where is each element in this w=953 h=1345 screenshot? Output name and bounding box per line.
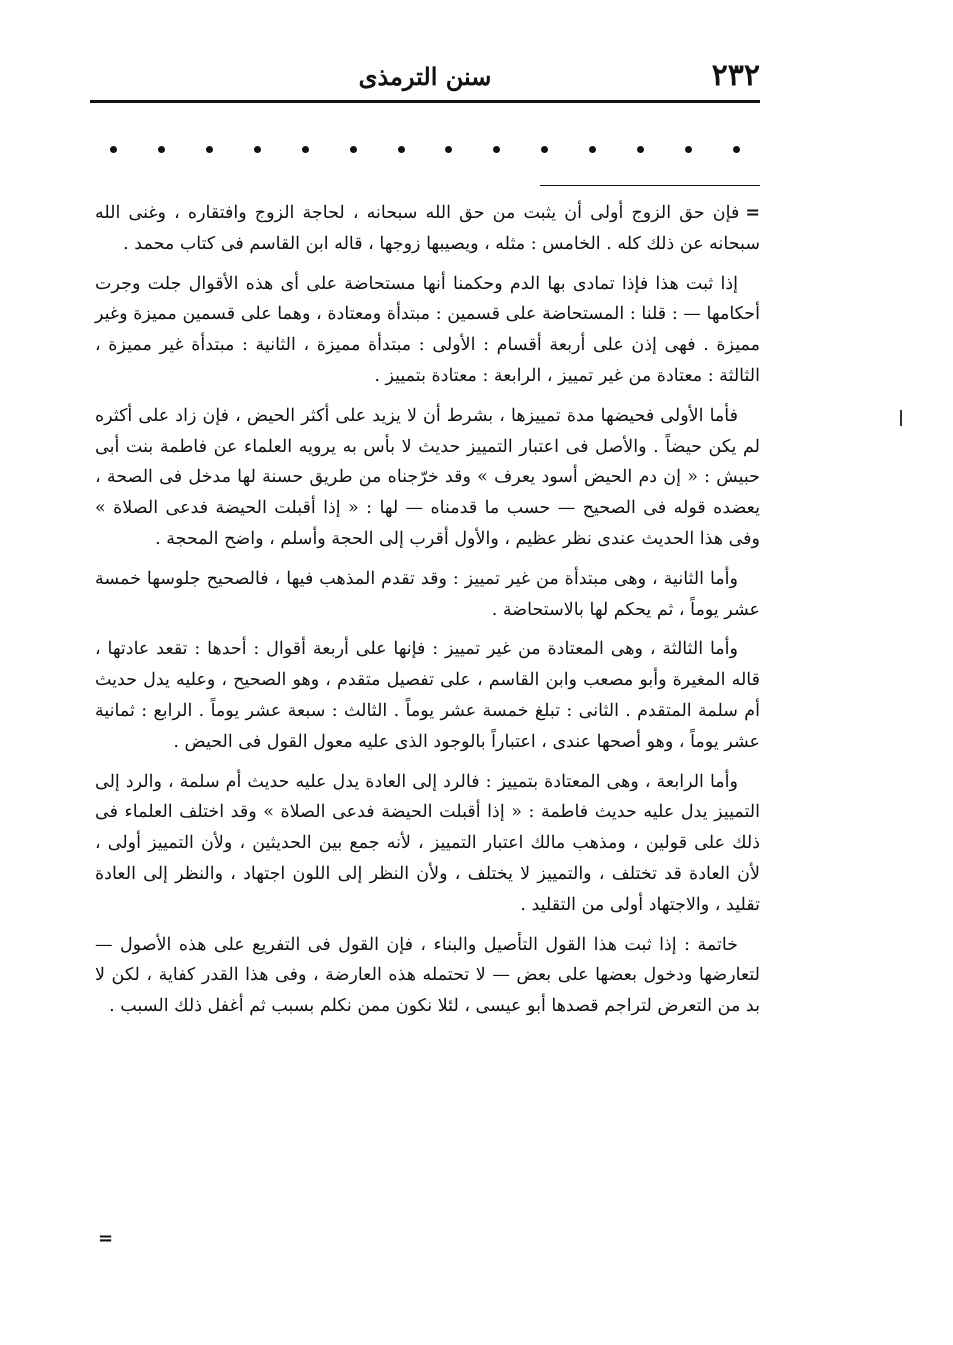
paragraph-7: خاتمة : إذا ثبت هذا القول التأصيل والبناء ، فإن القول فى التفريع على هذه الأصول — لتعارضها ودخول بعضها على بعض — لا تحتمله هذه العارضة ، وفى هذا القدر كفاية ، لكن لا بد من التعرض لتراجم قصدها أبو عيسى ، لئلا نكون ممن نكلم بسبب ثم أغفل ذلك السبب . [95,934,760,1017]
ornament-dot [254,146,261,153]
ornament-dot [685,146,692,153]
ornament-dot [350,146,357,153]
ornament-dot [589,146,596,153]
ornament-dot [637,146,644,153]
paragraph-4: وأما الثانية ، وهى مبتدأة من غير تمييز : وقد تقدم المذهب فيها ، فالصحيح جلوسها خمسة عشر يوماً ، ثم يحكم لها بالاستحاضة . [95,568,760,620]
ornament-dot [445,146,452,153]
paragraph-1-text: فإن حق الزوج أولى أن يثبت من حق الله سبحانه ، لحاجة الزوج وافتقاره ، وغنى الله سبحانه عن ذلك كله . الخامس : مثله ، ويصيبها زوجها ، قاله ابن القاسم فى كتاب محمد . [95,203,760,254]
paragraph-3: فأما الأولى فحيضها مدة تمييزها ، بشرط أن لا يزيد على أكثر الحيض ، فإن زاد على أكثره لم يكن حيضاً . والأصل فى اعتبار التمييز حديث لا بأس به يرويه العلماء عن فاطمة بنت أبى حبيش : « إن دم الحيض أسود يعرف » وقد خرّجناه من طريق حسنة لها مدخل فى الصحة ، يعضده قوله فى الصحيح — حسب ما قدمناه — لها : « إذا أقبلت الحيضة فدعى الصلاة » وفى هذا الحديث عندى نظر عظيم ، والأول أقرب إلى الحجة وأسلم ، واضح المحجة . [95,405,760,549]
ornament-dot [158,146,165,153]
continuation-mark: = [745,203,760,223]
paragraph-2: إذا ثبت هذا فإذا تمادى بها الدم وحكمنا أنها مستحاضة على أى هذه الأقوال جلت وجرت أحكامها — : قلنا : المستحاضة على قسمين : مبتدأة ومعتادة ، وهما على قسمين مميزة وغير مميزة . فهى إذن على أربعة أقسام : الأولى : مبتدأة مميزة ، الثانية : مبتدأة غير مميزة ، الثالثة : معتادة من غير تمييز ، الرابعة : معتادة بتمييز . [95,273,760,386]
header-rule [90,100,760,103]
ornament-dot [733,146,740,153]
ornamental-dot-row [110,140,740,158]
ornament-dot [110,146,117,153]
margin-mark [900,410,902,426]
paragraph-1 [95,198,760,260]
running-title: سنن الترمذى [358,62,492,91]
paragraph-5: وأما الثالثة ، وهى المعتادة من غير تمييز : فإنها على أربعة أقوال : أحدها : تقعد عادتها ، قاله المغيرة وأبو مصعب وابن القاسم ، على تفصيل متقدم ، وهو الصحيح ، وعليه يدل حديث أم سلمة المتقدم . الثانى : تبلغ خمسة عشر يوماً . الثالث : سبعة عشر يوماً . الرابع : ثمانية عشر يوماً ، وهو أصحها عندى ، اعتباراً بالوجود الذى عليه معول القول فى الحيض . [95,639,760,752]
ornament-dot [541,146,548,153]
page-number: ٢٣٢ [711,58,760,93]
continued-mark: = [98,1228,114,1249]
footnote-body [95,198,760,1031]
paragraph-6: وأما الرابعة ، وهى المعتادة بتمييز : فالرد إلى العادة يدل عليه حديث أم سلمة ، والرد إلى التمييز يدل عليه حديث فاطمة : « إذا أقبلت الحيضة فدعى الصلاة » وقد اختلف العلماء فى ذلك على قولين ، ومذهب مالك اعتبار التمييز ، لأنه جمع بين الحديثين ، ولأن التمييز أولى ، لأن العادة قد تختلف ، والتمييز لا يختلف ، ولأن النظر إلى اللون اجتهاد ، والنظر إلى العادة تقليد ، والاجتهاد أولى من التقليد . [95,771,760,915]
ornament-dot [302,146,309,153]
page-header [90,58,760,98]
ornament-dot [493,146,500,153]
ornament-dot [398,146,405,153]
footnote-separator [540,185,760,186]
ornament-dot [206,146,213,153]
